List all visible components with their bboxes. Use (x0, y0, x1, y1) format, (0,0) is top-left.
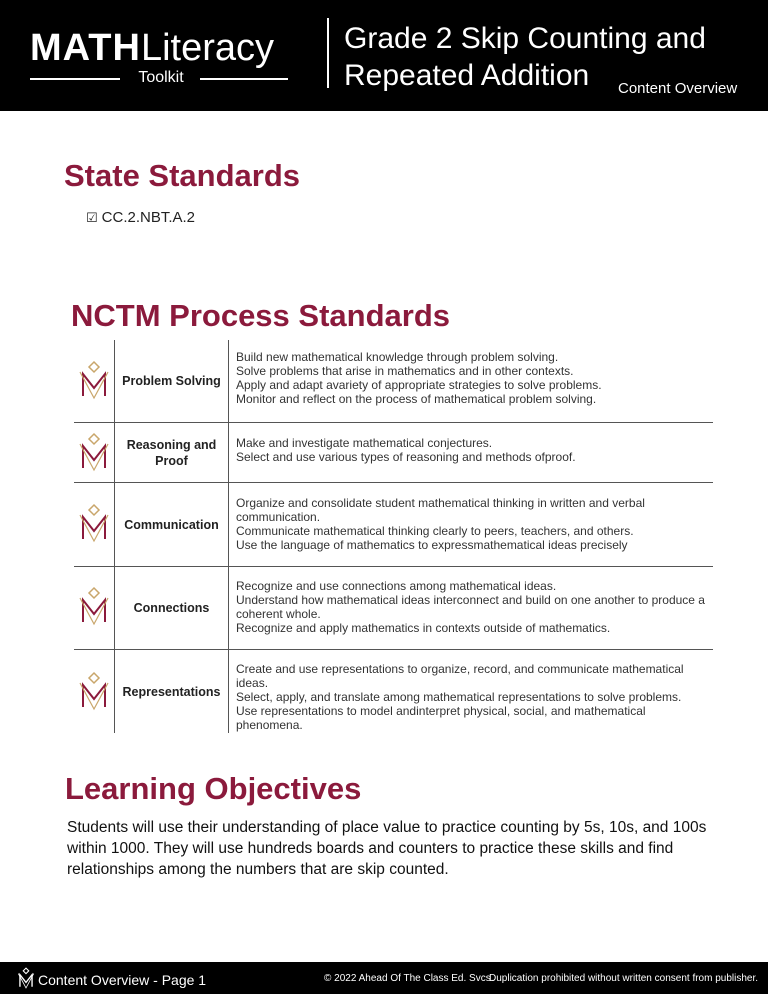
logo-rule-right (200, 78, 288, 80)
math-literacy-logo-icon (16, 967, 36, 989)
logo-sub-text: Toolkit (138, 69, 184, 86)
standard-description (236, 496, 711, 552)
description-line: Make and investigate mathematical conjectures. (236, 436, 493, 450)
table-row (74, 483, 713, 567)
header-divider (327, 18, 329, 88)
description-line: Recognize and apply mathematics in contexts outside of mathematics. (236, 621, 611, 635)
footer-duplication-notice: Duplication prohibited without written consent from publisher. (489, 973, 759, 984)
description-line: Create and use representations to organize, record, and communicate mathematical ideas. (236, 662, 684, 690)
table-row (74, 567, 713, 650)
icon-cell (74, 483, 115, 566)
page-footer (0, 962, 768, 994)
description-line: Select and use various types of reasoning and methods ofproof. (236, 450, 576, 464)
math-literacy-logo-icon (78, 360, 110, 400)
standard-name: Representations (115, 650, 229, 733)
math-literacy-logo-icon (78, 586, 110, 626)
math-literacy-logo-icon (78, 503, 110, 543)
icon-cell (74, 567, 115, 649)
icon-cell (74, 423, 115, 482)
standard-description (236, 662, 711, 732)
state-standards-heading: State Standards (64, 158, 301, 193)
description-line: Communicate mathematical thinking clearly to peers, teachers, and others. (236, 524, 634, 538)
table-row (74, 340, 713, 423)
math-literacy-logo (30, 26, 292, 88)
standard-name: Reasoning and Proof (115, 423, 229, 482)
checkbox-checked-icon: ☑ (86, 211, 98, 226)
page-subtitle: Content Overview (618, 80, 738, 97)
nctm-heading: NCTM Process Standards (71, 298, 450, 333)
description-line: Monitor and reflect on the process of mathematical problem solving. (236, 392, 597, 406)
standard-code: CC.2.NBT.A.2 (101, 209, 196, 226)
logo-light-text: Literacy (140, 27, 274, 69)
standard-name: Connections (115, 567, 229, 649)
logo-bold-text: MATH (30, 27, 141, 69)
standard-description (236, 350, 711, 406)
standard-name: Problem Solving (115, 340, 229, 422)
footer-page-label: Content Overview - Page 1 (38, 972, 207, 988)
icon-cell (74, 340, 115, 422)
table-row (74, 423, 713, 483)
page-header (0, 0, 768, 111)
footer-copyright: © 2022 Ahead Of The Class Ed. Svcs. (324, 973, 494, 984)
description-line: Understand how mathematical ideas interconnect and build on one another to produce a coherent whole. (236, 593, 705, 621)
description-line: Organize and consolidate student mathematical thinking in written and verbal communication. (236, 496, 645, 524)
description-line: Use the language of mathematics to expressmathematical ideas precisely (236, 538, 628, 552)
description-line: Recognize and use connections among mathematical ideas. (236, 579, 557, 593)
standard-description (236, 579, 711, 635)
logo-rule-left (30, 78, 120, 80)
math-literacy-logo-icon (78, 671, 110, 711)
description-line: Build new mathematical knowledge through problem solving. (236, 350, 559, 364)
table-row (74, 650, 713, 733)
description-line: Use representations to model andinterpret physical, social, and mathematical phenomena. (236, 704, 646, 732)
standard-name: Communication (115, 483, 229, 566)
description-line: Solve problems that arise in mathematics and in other contexts. (236, 364, 574, 378)
page-title-line-2: Repeated Addition (344, 59, 590, 92)
description-line: Apply and adapt avariety of appropriate strategies to solve problems. (236, 378, 602, 392)
math-literacy-logo-icon (78, 432, 110, 472)
standard-description (236, 436, 711, 464)
logo-subline (30, 68, 288, 86)
learning-objectives-text: Students will use their understanding of place value to practice counting by 5s, 10s, and 100s within 1000. They will use hundreds boards and counters to practice these skills and find relationships among the numbers that are skip counted. (67, 819, 707, 878)
nctm-standards-table (74, 340, 713, 733)
icon-cell (74, 650, 115, 733)
page-title-line-1: Grade 2 Skip Counting and (344, 22, 706, 55)
standard-item (86, 208, 195, 229)
logo-wordmark (30, 26, 274, 70)
description-line: Select, apply, and translate among mathematical representations to solve problems. (236, 690, 682, 704)
learning-objectives-heading: Learning Objectives (65, 771, 362, 806)
